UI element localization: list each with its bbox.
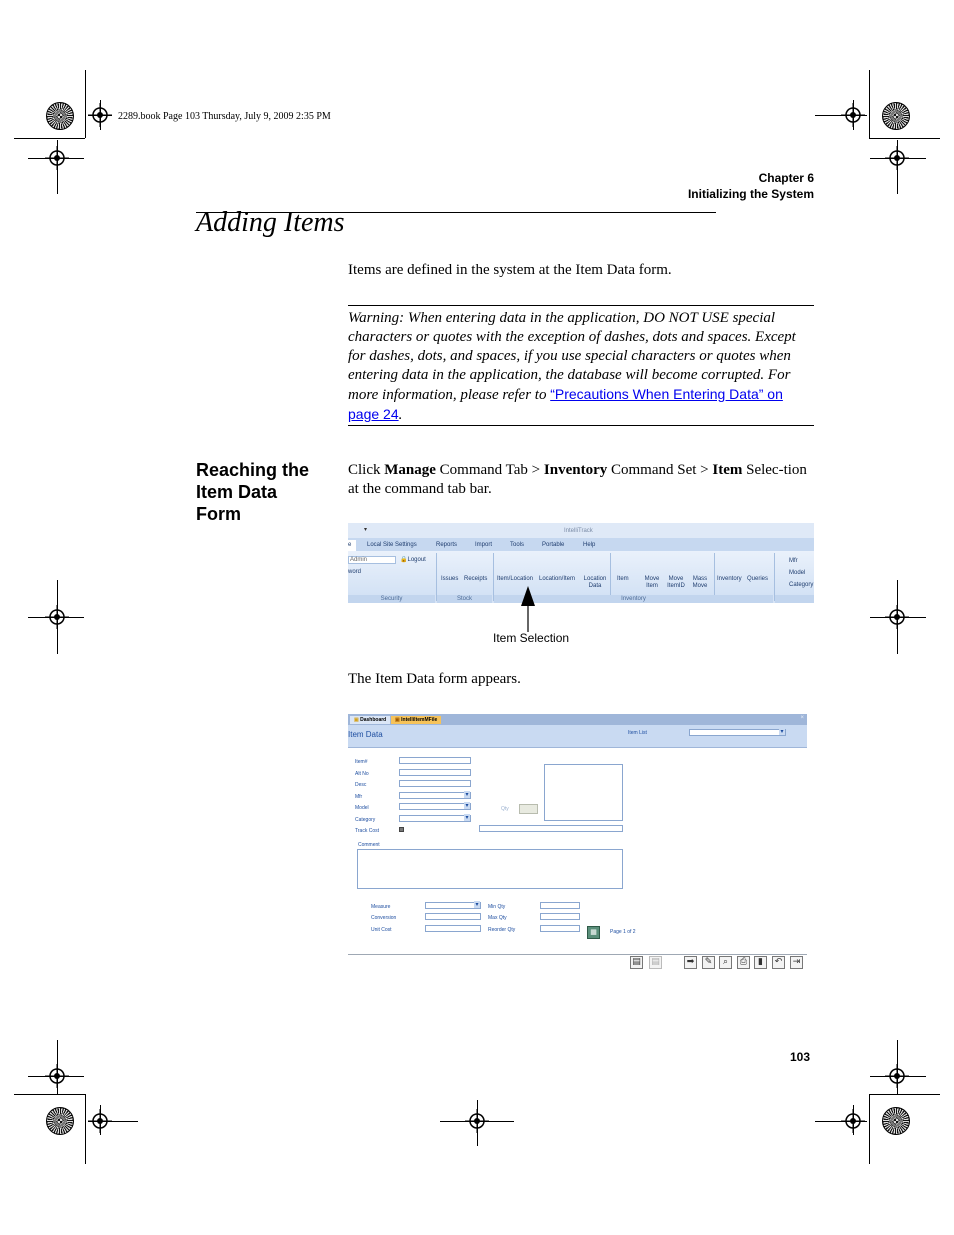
desc-input[interactable] bbox=[399, 780, 471, 787]
lock-icon: 🔒 bbox=[400, 557, 408, 563]
ribbon-separator bbox=[714, 553, 715, 601]
star-target-icon bbox=[46, 1107, 74, 1135]
mass-move-button[interactable]: Mass Move bbox=[692, 576, 708, 589]
tab-portable[interactable]: Portable bbox=[542, 542, 565, 548]
callout-arrow-icon bbox=[518, 586, 538, 632]
new-record-icon[interactable]: ▤ bbox=[630, 956, 643, 969]
search-icon[interactable]: ⌕ bbox=[719, 956, 732, 969]
instruction-inventory: Inventory bbox=[543, 462, 608, 478]
qty-field bbox=[519, 804, 538, 814]
receipts-button[interactable]: Receipts bbox=[464, 576, 488, 582]
star-target-icon bbox=[882, 1107, 910, 1135]
max-qty-input[interactable] bbox=[540, 913, 580, 920]
comment-label: Comment bbox=[358, 842, 380, 848]
item-number-input[interactable] bbox=[399, 757, 471, 764]
location-item-button[interactable]: Location/Item bbox=[539, 576, 576, 582]
tab-item-file[interactable] bbox=[391, 716, 441, 724]
warning-bottom-rule bbox=[348, 425, 814, 426]
measure-label: Measure bbox=[371, 904, 391, 910]
unit-cost-label: Unit Cost bbox=[371, 927, 392, 933]
category-button[interactable]: Category bbox=[789, 582, 814, 588]
mfr-button[interactable]: Mfr bbox=[789, 558, 798, 564]
registration-mark-icon bbox=[885, 146, 909, 170]
ribbon-separator bbox=[493, 553, 494, 601]
admin-field[interactable]: Admin bbox=[348, 556, 396, 564]
reorder-qty-label: Reorder Qty bbox=[488, 927, 516, 933]
unit-cost-input[interactable] bbox=[425, 925, 481, 932]
mfr-label: Mfr bbox=[355, 794, 363, 800]
model-select[interactable] bbox=[399, 803, 471, 810]
track-cost-label: Track Cost bbox=[355, 828, 379, 834]
category-select[interactable] bbox=[399, 815, 471, 822]
instruction-manage: Manage bbox=[384, 462, 436, 478]
conversion-input[interactable] bbox=[425, 913, 481, 920]
registration-mark-icon bbox=[465, 1109, 489, 1133]
warning-text: Warning: When entering data in the application, DO NOT USE special characters or quotes with the exception of dashes, dots and spaces. Except for dashes, dots, and spaces, if you use special characters or quotes when entering data in the application, the database will become corrupted. For more information, please refer to bbox=[348, 310, 796, 403]
chapter-section: Initializing the System bbox=[687, 187, 814, 201]
callout-label: Item Selection bbox=[493, 631, 570, 645]
item-list-select[interactable] bbox=[689, 729, 786, 736]
registration-mark-icon bbox=[841, 103, 865, 127]
edit-icon[interactable]: ✎ bbox=[702, 956, 715, 969]
slug-line: 2289.book Page 103 Thursday, July 9, 2009 2:35 PM bbox=[118, 111, 331, 122]
alt-no-input[interactable] bbox=[399, 769, 471, 776]
warning-top-rule bbox=[348, 305, 814, 306]
warning-end: . bbox=[398, 407, 403, 423]
model-button[interactable]: Model bbox=[789, 570, 806, 576]
form-tab-icon: ▣ bbox=[395, 717, 400, 723]
registration-mark-icon bbox=[45, 1064, 69, 1088]
arrow-right-icon[interactable]: ➡ bbox=[684, 956, 697, 969]
tab-tools[interactable]: Tools bbox=[510, 542, 525, 548]
page-number: 103 bbox=[790, 1050, 811, 1064]
tab-local-site-settings[interactable]: Local Site Settings bbox=[367, 542, 417, 548]
form-bottom-rule bbox=[348, 954, 807, 955]
registration-mark-icon bbox=[885, 1064, 909, 1088]
instruction-t1: Command Tab > bbox=[435, 462, 544, 478]
category-label: Category bbox=[355, 817, 376, 823]
item-data-form-screenshot bbox=[348, 714, 807, 954]
alt-no-label: Alt No bbox=[355, 771, 369, 777]
instruction-t3: Selec-tion at the command tab bar. bbox=[348, 462, 807, 497]
item-image-box bbox=[544, 764, 623, 821]
track-cost-checkbox[interactable] bbox=[399, 827, 404, 832]
precautions-link[interactable]: “Precautions When Entering Data” on page 24 bbox=[348, 386, 783, 422]
form-tab-icon: ▣ bbox=[354, 717, 359, 723]
comment-textarea[interactable] bbox=[357, 849, 623, 889]
intro-paragraph: Items are defined in the system at the Item Data form. bbox=[348, 262, 672, 278]
form-intro-paragraph: The Item Data form appears. bbox=[348, 671, 521, 687]
move-itemid-button[interactable]: Move ItemID bbox=[667, 576, 685, 589]
issues-button[interactable]: Issues bbox=[441, 576, 459, 582]
instruction-click: Click bbox=[348, 462, 385, 478]
star-target-icon bbox=[46, 102, 74, 130]
move-item-button[interactable]: Move Item bbox=[644, 576, 660, 589]
page-title: Adding Items bbox=[196, 207, 345, 238]
tab-item-file-label: IntelliItemMFile bbox=[401, 717, 438, 723]
copy-record-icon[interactable]: ▤ bbox=[649, 956, 662, 969]
password-label: word bbox=[348, 569, 362, 575]
app-title: IntelliTrack bbox=[564, 528, 593, 534]
reorder-qty-input[interactable] bbox=[540, 925, 580, 932]
form-header bbox=[348, 725, 807, 748]
item-number-label: Item# bbox=[355, 759, 368, 765]
conversion-label: Conversion bbox=[371, 915, 397, 921]
min-qty-label: Min Qty bbox=[488, 904, 506, 910]
queries-button[interactable]: Queries bbox=[747, 576, 769, 582]
mfr-select[interactable] bbox=[399, 792, 471, 799]
form-tab-strip bbox=[348, 714, 807, 725]
ribbon-separator bbox=[774, 553, 775, 601]
delete-icon[interactable]: ▮ bbox=[754, 956, 767, 969]
ribbon-body bbox=[348, 551, 814, 595]
group-right-label bbox=[775, 595, 814, 603]
ribbon-tab-strip bbox=[348, 538, 814, 551]
model-label: Model bbox=[355, 805, 369, 811]
item-list-label: Item List bbox=[628, 730, 647, 736]
item-location-button[interactable]: Item/Location bbox=[497, 576, 534, 582]
tab-reports[interactable]: Reports bbox=[436, 542, 458, 548]
warning-note bbox=[348, 309, 814, 425]
registration-mark-icon bbox=[45, 605, 69, 629]
measure-select[interactable] bbox=[425, 902, 481, 909]
undo-icon[interactable]: ↶ bbox=[772, 956, 785, 969]
ribbon-separator bbox=[436, 553, 437, 601]
registration-mark-icon bbox=[88, 103, 112, 127]
item-button[interactable]: Item bbox=[617, 576, 629, 582]
close-icon[interactable]: × bbox=[800, 715, 804, 721]
registration-mark-icon bbox=[841, 1109, 865, 1133]
instruction-paragraph bbox=[348, 461, 814, 499]
chapter-label: Chapter 6 bbox=[758, 171, 814, 185]
group-inventory-label: Inventory bbox=[494, 595, 773, 603]
quick-access-arrow: ▾ bbox=[364, 527, 368, 533]
exit-icon[interactable]: ⇥ bbox=[790, 956, 803, 969]
star-target-icon bbox=[882, 102, 910, 130]
page-info: Page 1 of 2 bbox=[610, 929, 636, 935]
tab-dashboard-label: Dashboard bbox=[360, 717, 387, 723]
section-heading: Reaching the Item Data Form bbox=[196, 460, 310, 524]
max-qty-label: Max Qty bbox=[488, 915, 507, 921]
logout-button[interactable] bbox=[400, 556, 426, 563]
instruction-t2: Command Set > bbox=[607, 462, 713, 478]
min-qty-input[interactable] bbox=[540, 902, 580, 909]
inventory-button[interactable]: Inventory bbox=[717, 576, 742, 582]
ribbon-title-bar bbox=[348, 523, 814, 538]
desc-label: Desc bbox=[355, 782, 367, 788]
logout-label: Logout bbox=[407, 557, 426, 563]
tab-import[interactable]: Import bbox=[475, 542, 493, 548]
group-security-label: Security bbox=[348, 595, 435, 603]
ribbon-screenshot bbox=[348, 523, 814, 603]
group-stock-label: Stock bbox=[437, 595, 492, 603]
grid-view-icon[interactable]: ▦ bbox=[587, 926, 600, 939]
tab-home[interactable]: e bbox=[348, 540, 356, 551]
location-data-button[interactable]: Location Data bbox=[583, 576, 607, 589]
registration-mark-icon bbox=[885, 605, 909, 629]
tab-dashboard[interactable] bbox=[350, 716, 390, 724]
registration-mark-icon bbox=[88, 1109, 112, 1133]
print-icon[interactable]: ⎙ bbox=[737, 956, 750, 969]
form-title: Item Data bbox=[348, 730, 383, 739]
instruction-item: Item bbox=[712, 462, 743, 478]
qty-label: Qty bbox=[501, 806, 509, 812]
registration-mark-icon bbox=[45, 146, 69, 170]
tab-help[interactable]: Help bbox=[583, 542, 596, 548]
track-cost-input[interactable] bbox=[479, 825, 623, 832]
ribbon-separator bbox=[610, 553, 611, 601]
